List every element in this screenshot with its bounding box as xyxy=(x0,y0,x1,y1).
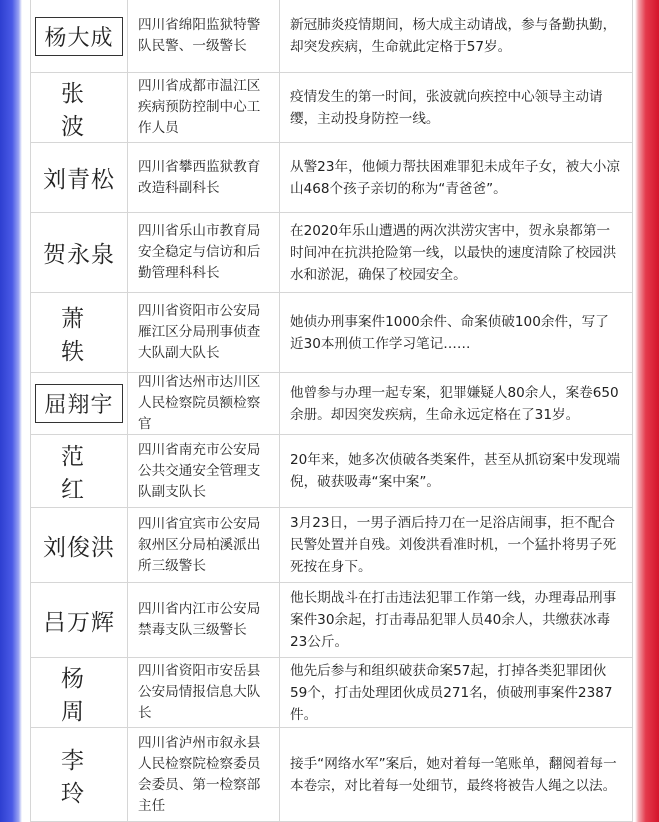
table-row xyxy=(31,583,632,658)
work-unit: 四川省资阳市公安局雁江区分局刑事侦查大队副大队长 xyxy=(128,293,280,372)
deed-description: 从警23年，他倾力帮扶困难罪犯未成年子女，被大小凉山468个孩子亲切的称为“青爸爸”。 xyxy=(290,158,620,197)
person-name-cell xyxy=(31,143,128,212)
deed-description: 他先后参与和组织破获命案57起，打掉各类犯罪团伙59个，打击处理团伙成员271名，侦破刑事案件2387件。 xyxy=(290,662,613,723)
table-row xyxy=(31,728,632,822)
person-name: 杨大成 xyxy=(35,17,122,56)
work-unit: 四川省乐山市教育局安全稳定与信访和后勤管理科科长 xyxy=(128,213,280,292)
deed-description: 接手“网络水军”案后，她对着每一笔账单，翻阅着每一本卷宗，对比着每一处细节，最终将被告人绳之以法。 xyxy=(290,755,617,794)
work-unit: 四川省内江市公安局禁毒支队三级警长 xyxy=(128,583,280,657)
person-name-cell xyxy=(31,0,128,72)
person-name: 贺永泉 xyxy=(43,242,115,268)
table-row xyxy=(31,0,632,73)
person-name: 吕万辉 xyxy=(43,609,115,636)
person-name-cell xyxy=(31,373,128,434)
person-name: 刘青松 xyxy=(43,167,115,193)
table-row xyxy=(31,658,632,728)
table-row xyxy=(31,73,632,143)
person-name-cell xyxy=(31,728,128,821)
table-row xyxy=(31,293,632,373)
deed-description: 他长期战斗在打击违法犯罪工作第一线，办理毒品刑事案件30余起，打击毒品犯罪人员40余人，共缴获冰毒23公斤。 xyxy=(290,590,617,650)
deed-description: 疫情发生的第一时间，张波就向疾控中心领导主动请缨，主动投身防控一线。 xyxy=(290,88,603,127)
person-name: 刘俊洪 xyxy=(43,534,115,561)
deed-description: 她侦办刑事案件1000余件、命案侦破100余件，写了近30本刑侦工作学习笔记…… xyxy=(290,313,609,352)
person-name: 李玲 xyxy=(61,747,114,807)
work-unit: 四川省绵阳监狱特警队民警、一级警长 xyxy=(128,0,280,72)
deed-description: 20年来，她多次侦破各类案件，甚至从抓窃案中发现端倪，破获吸毒“案中案”。 xyxy=(290,452,620,490)
person-name-cell xyxy=(31,658,128,727)
work-unit: 四川省攀西监狱教育改造科副科长 xyxy=(128,143,280,212)
work-unit: 四川省资阳市安岳县公安局情报信息大队长 xyxy=(128,658,280,727)
work-unit: 四川省宜宾市公安局叙州区分局柏溪派出所三级警长 xyxy=(128,508,280,582)
person-name: 杨周 xyxy=(61,665,114,725)
person-name: 范红 xyxy=(61,444,114,503)
work-unit: 四川省泸州市叙永县人民检察院检察委员会委员、第一检察部主任 xyxy=(128,728,280,821)
deed-description: 3月23日，一男子酒后持刀在一足浴店闹事，拒不配合民警处置并自残。刘俊洪看准时机，一个猛扑将男子死死按在身下。 xyxy=(290,515,617,575)
person-name-cell xyxy=(31,583,128,657)
table-row xyxy=(31,508,632,583)
table-row xyxy=(31,373,632,435)
left-blue-border xyxy=(0,0,22,822)
person-name-cell xyxy=(31,213,128,292)
work-unit: 四川省达州市达川区人民检察院员额检察官 xyxy=(128,373,280,434)
person-name-cell xyxy=(31,293,128,372)
deed-description: 在2020年乐山遭遇的两次洪涝灾害中，贺永泉都第一时间冲在抗洪抢险第一线，以最快的速度清除了校园洪水和淤泥，确保了校园安全。 xyxy=(290,222,617,283)
person-name: 张波 xyxy=(61,80,114,140)
table-row xyxy=(31,143,632,213)
right-red-border xyxy=(635,0,659,822)
table-row xyxy=(31,213,632,293)
person-name: 屈翔宇 xyxy=(35,384,122,423)
person-name-cell xyxy=(31,73,128,142)
work-unit: 四川省南充市公安局公共交通安全管理支队副支队长 xyxy=(128,435,280,507)
deed-description: 新冠肺炎疫情期间，杨大成主动请战，参与备勤执勤，却突发疾病，生命就此定格于57岁。 xyxy=(290,17,617,55)
work-unit: 四川省成都市温江区疾病预防控制中心工作人员 xyxy=(128,73,280,142)
person-name: 萧轶 xyxy=(61,305,114,365)
honor-table xyxy=(30,0,633,822)
person-name-cell xyxy=(31,435,128,507)
person-name-cell xyxy=(31,508,128,582)
table-row xyxy=(31,435,632,508)
deed-description: 他曾参与办理一起专案，犯罪嫌疑人80余人，案卷650余册。却因突发疾病，生命永远定格在了31岁。 xyxy=(290,384,619,423)
